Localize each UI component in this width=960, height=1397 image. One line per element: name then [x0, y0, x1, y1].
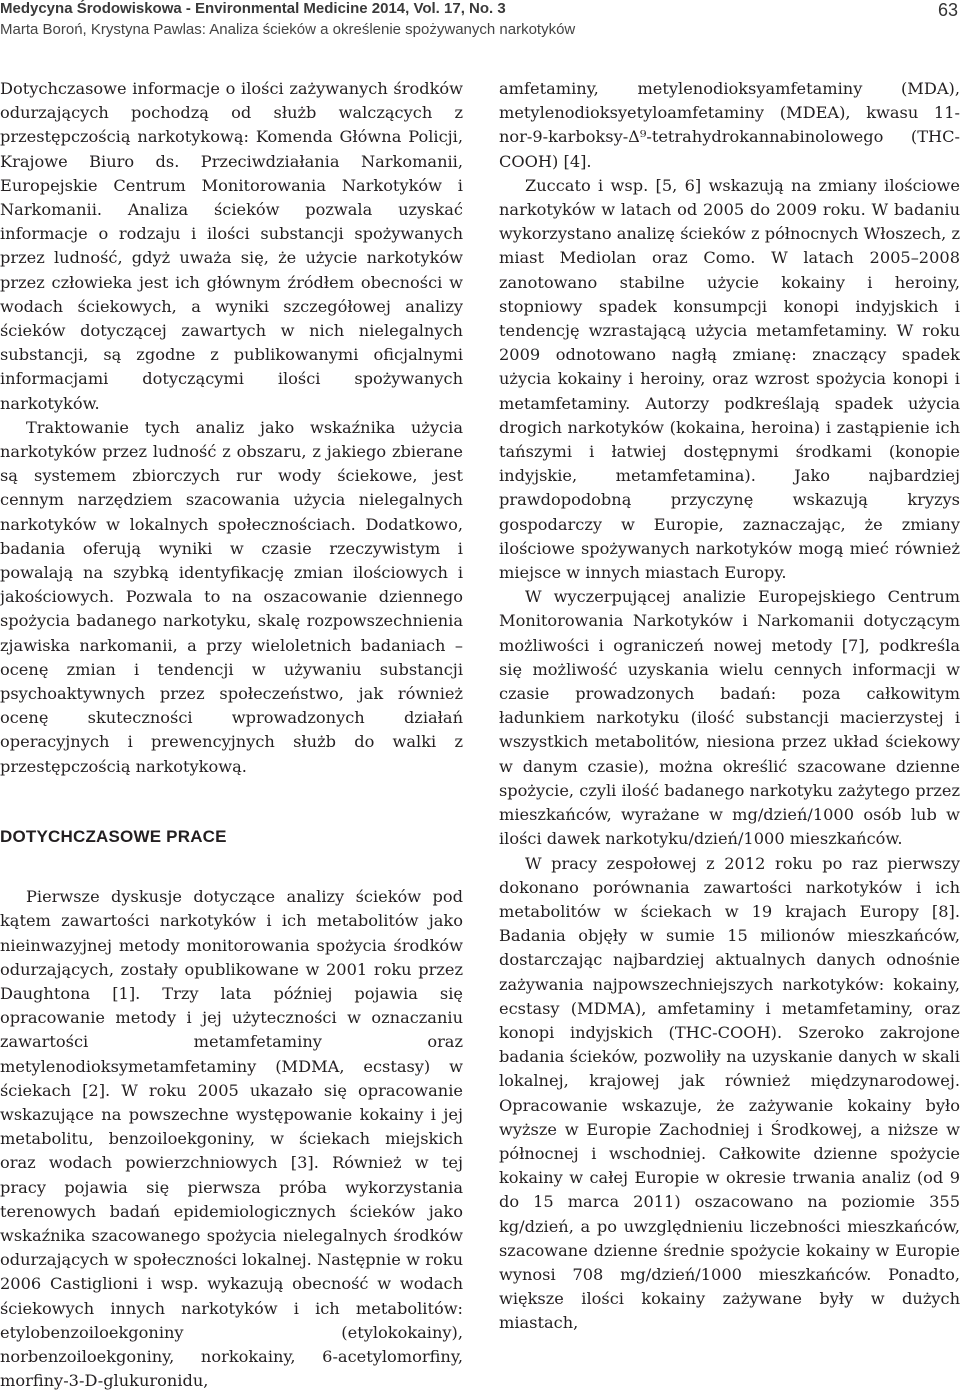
article-authors-title: Marta Boroń, Krystyna Pawlas: Analiza ścieków a określenie spożywanych narkotyków [0, 21, 576, 38]
paragraph: W pracy zespołowej z 2012 roku po raz pierwszy dokonano porównania zawartości narkotyków i ich metabolitów w ściekach w 19 krajach Europy [8]. Badania objęły w sumie 15 milionów mieszkańców, dostarczając najbardziej aktualnych danych odnośnie zażywania najpowszechniejszych narkotyków: kokainy, ecstasy (MDMA), amfetaminy i metamfetaminy, oraz konopi indyjskich (THC-COOH). Szeroko zakrojone badania ścieków, pozwoliły na uzyskanie danych w skali lokalnej, krajowej jak również międzynarodowej. Opracowanie wskazuje, że zażywanie kokainy było wyższe w Europie Zachodniej i Środkowej, a niższe w północnej i wschodniej. Całkowite dzienne spożycie kokainy w całej Europie w okresie trwania analiz (od 9 do 15 marca 2011) oszacowano na poziomie 355 kg/dzień, a po uwzględnieniu liczebności mieszkańców, szacowane dzienne średnie spożycie kokainy w Europie wynosi 708 mg/dzień/1000 mieszkańców. Ponadto, większe ilości kokainy zażywane były w dużych miastach, [499, 853, 960, 1333]
paragraph: amfetaminy, metylenodioksyamfetaminy (MDA), metylenodioksyetyloamfetaminy (MDEA), kwasu 11-nor-9-karboksy-Δ⁹-tetrahydrokannabinolowego (THC-COOH) [4]. [499, 79, 960, 171]
section-heading: DOTYCHCZASOWE PRACE [0, 826, 227, 846]
left-column [0, 77, 463, 1393]
running-header [0, 0, 960, 44]
paragraph: W wyczerpującej analizie Europejskiego Centrum Monitorowania Narkotyków i Narkomanii dotyczącym możliwości i ograniczeń nowej metody [7], podkreśla się możliwość uzyskania wielu cennych informacji w czasie prowadzonych badań: poza całkowitym ładunkiem narkotyku (ilość substancji macierzystej i wszystkich metabolitów, niesiona przez układ ściekowy w danym czasie), można określić szacowane dzienne spożycie, czyli ilość badanego narkotyku zażytego przez mieszkańców, wyrażane w mg/dzień/1000 osób lub w ilości dawek narkotyku/dzień/1000 mieszkańców. [499, 587, 960, 849]
journal-title: Medycyna Środowiskowa - Environmental Medicine 2014, Vol. 17, No. 3 [0, 0, 506, 17]
right-column [499, 77, 960, 1336]
paragraph: Zuccato i wsp. [5, 6] wskazują na zmiany ilościowe narkotyków w latach od 2005 do 2009 roku. W badaniu wykorzystano analizę ścieków z północnych Włoszech, z miast Mediolan oraz Como. W latach 2005–2008 zanotowano stabilne użycie kokainy i heroiny, stopniowy spadek konsumpcji konopi indyjskich i tendencję wzrastającą użycia metamfetaminy. W roku 2009 odnotowano nagłą zmianę: znaczący spadek użycia kokainy i heroiny, oraz wzrost spożycia konopi i metamfetaminy. Autorzy podkreślają spadek użycia drogich narkotyków (kokaina, heroina) i zastąpienie ich tańszymi i łatwiej dostępnymi środkami (konopie indyjskie, metamfetamina). Jako najbardziej prawdopodobną przyczynę wskazują kryzys gospodarczy w Europie, zaznaczając, że zmiany ilościowe spożywanych narkotyków mogą mieć również miejsce w innych miastach Europy. [499, 175, 960, 583]
page-number: 63 [937, 0, 958, 20]
paragraph: Pierwsze dyskusje dotyczące analizy ścieków pod kątem zawartości narkotyków i ich metabolitów jako nieinwazyjnej metody monitorowania spożycia środków odurzających, zostały opublikowane w 2001 roku przez Daughtona [1]. Trzy lata później pojawia się opracowanie metody i jej użyteczności w oznaczaniu zawartości metamfetaminy oraz metylenodioksymetamfetaminy (MDMA, ecstasy) w ściekach [2]. W roku 2005 ukazało się opracowanie wskazujące na powszechne występowanie kokainy i jej metabolitu, benzoiloekgoniny, w ściekach miejskich oraz wodach powierzchniowych [3]. Również w tej pracy pojawia się pierwsza próba wykorzystania terenowych badań epidemiologicznych ścieków jako wskaźnika szacowanego spożycia nielegalnych środków odurzających w społeczności lokalnej. Następnie w roku 2006 Castiglioni i wsp. wykazują obecność w wodach ściekowych innych narkotyków i ich metabolitów: etylobenzoiloekgoniny (etylokokainy), norbenzoiloekgoniny, norkokainy, 6-acetylomorfiny, morfiny-3-D-glukuronidu, [0, 887, 463, 1391]
paragraph: Dotychczasowe informacje o ilości zażywanych środków odurzających pochodzą od służb walczących z przestępczością narkotykową: Komenda Główna Policji, Krajowe Biuro ds. Przeciwdziałania Narkomanii, Europejskie Centrum Monitorowania Narkotyków i Narkomanii. Analiza ścieków pozwala uzyskać informacje o rodzaju i ilości substancji spożywanych przez ludność, gdyż uważa się, że użycie narkotyków przez człowieka jest ich głównym źródłem obecności w wodach ściekowych, a wyniki szczegółowej analizy ścieków dotyczącej zawartych w nich nielegalnych substancji, są zgodne z publikowanymi oficjalnymi informacjami dotyczącymi ilości spożywanych narkotyków. [0, 79, 463, 413]
paragraph: Traktowanie tych analiz jako wskaźnika użycia narkotyków przez ludność z obszaru, z jakiego zbierane są systemem zbiorczych rur wody ściekowe, jest cennym narzędziem szacowania użycia nielegalnych narkotyków w lokalnych społecznościach. Dodatkowo, badania oferują wyniki w czasie rzeczywistym i powalają na szybką identyfikację zmian ilościowych i jakościowych. Pozwala to na oszacowanie dziennego spożycia badanego narkotyku, skalę rozpowszechnienia zjawiska narkomanii, a przy wieloletnich badaniach – ocenę zmian i tendencji w używaniu substancji psychoaktywnych przez społeczeństwo, jak również ocenę skuteczności wprowadzonych działań operacyjnych i prewencyjnych służb do walki z przestępczością narkotykową. [0, 417, 463, 776]
